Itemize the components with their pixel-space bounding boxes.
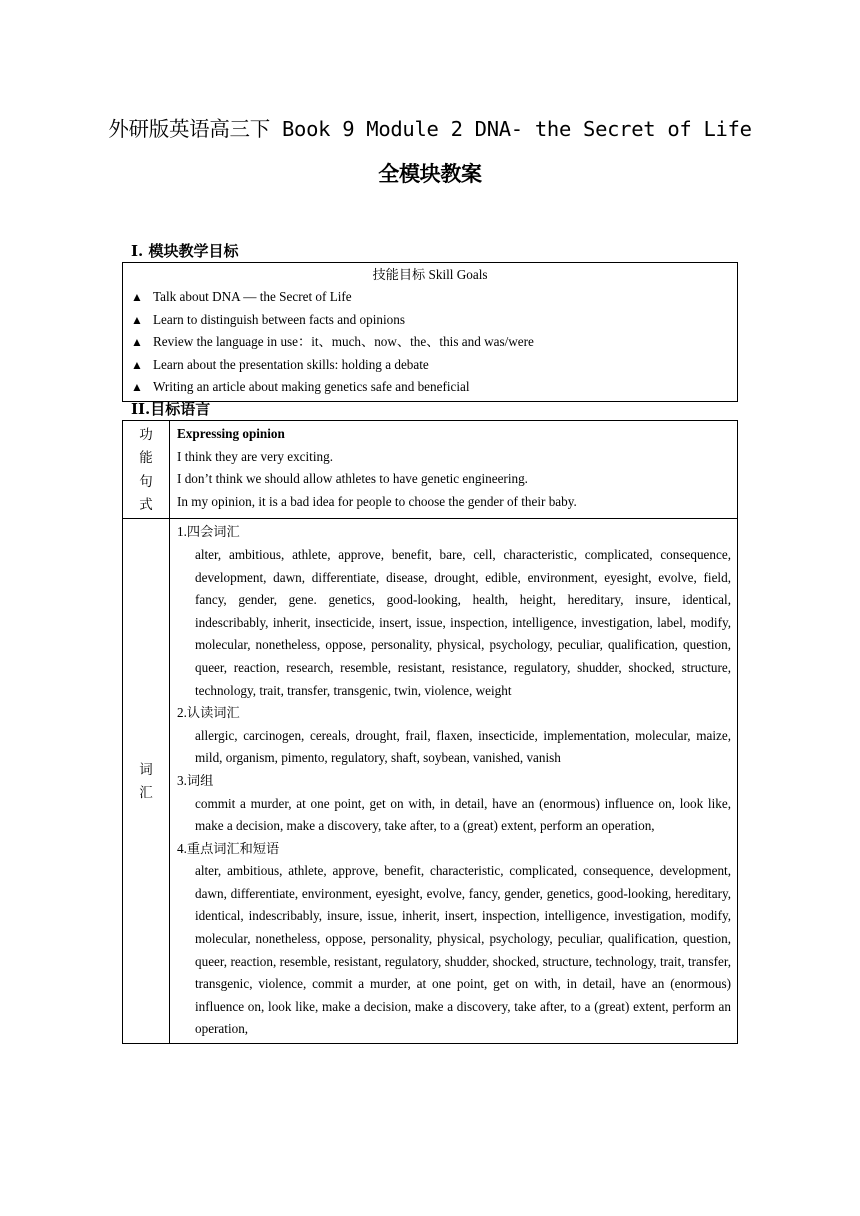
function-sentence: I don’t think we should allow athletes to have genetic engineering.	[177, 471, 528, 487]
skill-goal-item: ▲ Learn about the presentation skills: holding a debate	[131, 354, 729, 377]
skill-goal-item: ▲ Talk about DNA — the Secret of Life	[131, 286, 729, 309]
skill-goal-item: ▲ Learn to distinguish between facts and opinions	[131, 309, 729, 332]
vocab-group-title: 1.四会词汇	[177, 524, 240, 540]
section-heading-target-language: II.目标语言	[131, 400, 211, 418]
function-content-cell	[170, 421, 738, 519]
vocab-group-title: 3.词组	[177, 772, 214, 788]
triangle-bullet-icon: ▲	[131, 380, 143, 394]
function-sentence: I think they are very exciting.	[177, 448, 333, 464]
skill-goals-cell	[123, 263, 738, 402]
document-title: 外研版英语高三下 Book 9 Module 2 DNA- the Secret of Life	[108, 117, 752, 141]
vocab-group-text: commit a murder, at one point, get on with, in detail, have an (enormous) influence on, look like, make a decision, make a discovery, take after, to a (great) extent, perform an operation,	[195, 795, 731, 834]
vocabulary-row	[123, 519, 738, 1044]
vocab-group-title: 4.重点词汇和短语	[177, 840, 280, 856]
vocabulary-content-cell	[170, 519, 738, 1044]
vocab-group-title: 2.认读词汇	[177, 705, 240, 721]
target-language-table	[122, 420, 738, 1044]
skill-goals-header: 技能目标 Skill Goals	[372, 267, 488, 282]
document-subtitle: 全模块教案	[378, 162, 482, 186]
function-title: Expressing opinion	[177, 426, 285, 441]
vocab-group-text: alter, ambitious, athlete, approve, benefit, characteristic, complicated, consequence, development, dawn, differentiate, environment, eyesight, evolve, fancy, gender, genetics, good-looking, hereditary, identical, indescribably, insure, issue, inherit, insert, inspection, intelligence, investigation, modify, molecular, nonetheless, oppose, personality, physical, psychology, peculiar, qualification, question, queer, reaction, resemble, resistant, regulatory, shudder, shocked, structure, technology, trait, transfer, transgenic, violence, commit a murder, at one point, get on with, in detail, have an (enormous) influence on, look like, make a decision, make a discovery, take after, to a (great) extent, perform an operation,	[195, 863, 731, 1037]
skill-goal-item: ▲ Review the language in use：it、much、now、the、this and was/were	[131, 331, 729, 354]
vocab-group-text: allergic, carcinogen, cereals, drought, frail, flaxen, insecticide, implementation, molecular, maize, mild, organism, pimento, regulatory, shaft, soybean, vanished, vanish	[195, 727, 731, 766]
function-row	[123, 421, 738, 519]
triangle-bullet-icon: ▲	[131, 312, 143, 327]
triangle-bullet-icon: ▲	[131, 290, 143, 304]
skill-goal-item: ▲ Writing an article about making genetics safe and beneficial	[131, 376, 729, 399]
triangle-bullet-icon: ▲	[131, 335, 143, 349]
triangle-bullet-icon: ▲	[131, 357, 143, 372]
section-heading-goals: I. 模块教学目标	[131, 242, 239, 260]
function-sentence: In my opinion, it is a bad idea for people to choose the gender of their baby.	[177, 493, 577, 509]
vocab-group-text: alter, ambitious, athlete, approve, benefit, bare, cell, characteristic, complicated, consequence, development, dawn, differentiate, disease, drought, edible, environment, eyesight, evolve, field, fancy, gender, gene. genetics, good-looking, health, height, hereditary, insure, identical, indescribably, inherit, insecticide, insert, issue, inspection, intelligence, investigation, label, modify, molecular, nonetheless, oppose, personality, physical, psychology, peculiar, qualification, question, queer, reaction, research, resemble, resistant, resistance, regulatory, shudder, shocked, structure, technology, trait, transfer, transgenic, twin, violence, weight	[195, 546, 731, 698]
skill-goals-table	[122, 262, 738, 402]
vocabulary-label-cell: 词 汇	[123, 519, 170, 1044]
function-label-cell: 功 能 句 式	[123, 421, 170, 519]
